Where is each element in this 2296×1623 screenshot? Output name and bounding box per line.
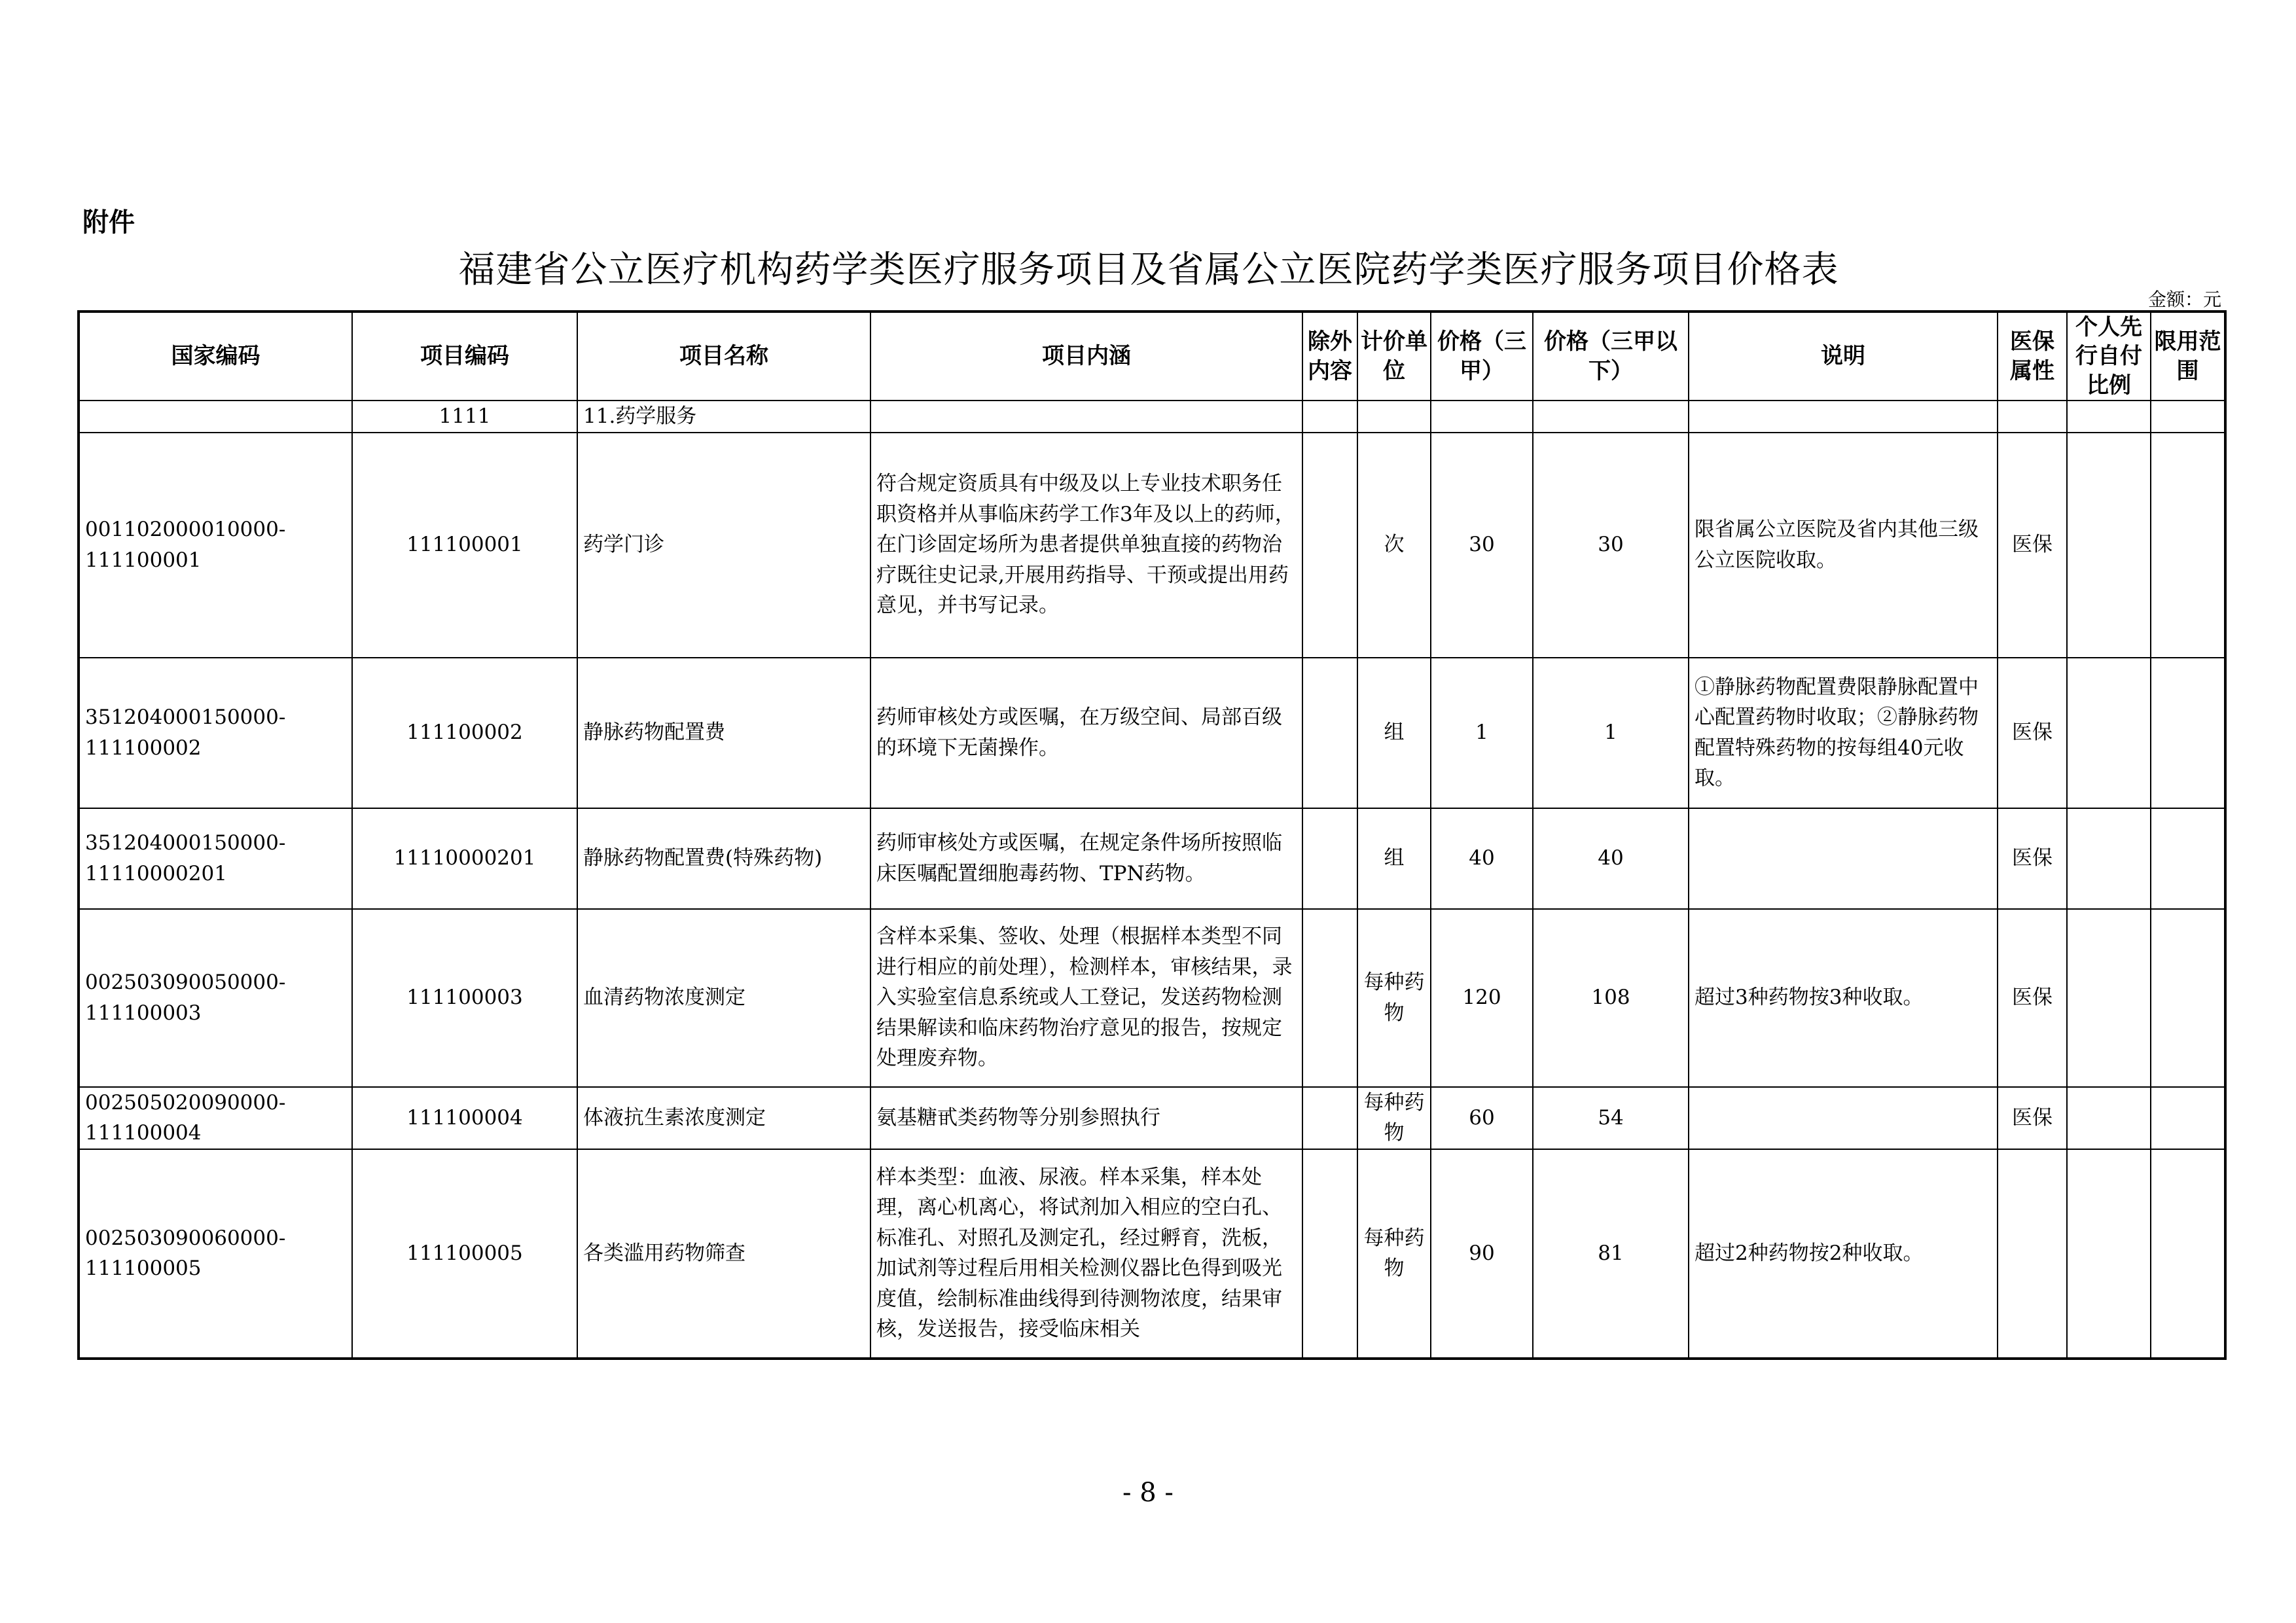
cell-unit: 组 bbox=[1357, 658, 1431, 808]
cell-note bbox=[1689, 1087, 1998, 1149]
header-national-code: 国家编码 bbox=[79, 312, 352, 401]
header-excluded: 除外内容 bbox=[1302, 312, 1357, 401]
cell-excluded bbox=[1302, 1087, 1357, 1149]
header-scope: 限用范围 bbox=[2151, 312, 2225, 401]
cell-scope bbox=[2151, 909, 2225, 1087]
cell-item-code: 111100004 bbox=[352, 1087, 577, 1149]
cell-item-content: 符合规定资质具有中级及以上专业技术职务任职资格并从事临床药学工作3年及以上的药师，在门诊固定场所为患者提供单独直接的药物治疗既往史记录,开展用药指导、干预或提出用药意见，并书写记录。 bbox=[870, 433, 1302, 658]
cell-self-pay bbox=[2067, 1087, 2151, 1149]
cell-item-name: 体液抗生素浓度测定 bbox=[577, 1087, 870, 1149]
cell-price-below: 54 bbox=[1533, 1087, 1689, 1149]
cell-price-below: 81 bbox=[1533, 1149, 1689, 1359]
amount-unit-label: 金额：元 bbox=[2147, 289, 2221, 310]
table-row bbox=[79, 808, 2225, 909]
header-item-content: 项目内涵 bbox=[870, 312, 1302, 401]
cell-excluded bbox=[1302, 1149, 1357, 1359]
cell-insurance: 医保 bbox=[1998, 658, 2067, 808]
cell-price-3a: 1 bbox=[1431, 658, 1533, 808]
cell-self-pay bbox=[2067, 909, 2151, 1087]
cell-item-code: 111100001 bbox=[352, 433, 577, 658]
header-self-pay: 个人先行自付比例 bbox=[2067, 312, 2151, 401]
cell-unit: 组 bbox=[1357, 808, 1431, 909]
cell-price-below: 30 bbox=[1533, 433, 1689, 658]
header-insurance: 医保属性 bbox=[1998, 312, 2067, 401]
cell-national-code: 351204000150000-11110000201 bbox=[79, 808, 352, 909]
cell-item-content: 药师审核处方或医嘱，在万级空间、局部百级的环境下无菌操作。 bbox=[870, 658, 1302, 808]
section-name: 11.药学服务 bbox=[577, 401, 870, 433]
table-row bbox=[79, 909, 2225, 1087]
section-row bbox=[79, 401, 2225, 433]
cell-item-content bbox=[870, 1149, 1302, 1359]
page-number: - 8 - bbox=[1122, 1478, 1174, 1508]
content-text: 样本类型：血液、尿液。样本采集，样本处理，离心机离心，将试剂加入相应的空白孔、标准孔、对照孔及测定孔，经过孵育，洗板，加试剂等过程后用相关检测仪器比色得到吸光度值，绘制标准曲线得到待测物浓度，结果审核，发送报告，接受临床相关 bbox=[876, 1165, 1282, 1341]
cell-note bbox=[1689, 808, 1998, 909]
header-item-name: 项目名称 bbox=[577, 312, 870, 401]
cell-price-3a: 120 bbox=[1431, 909, 1533, 1087]
cell-scope bbox=[2151, 1149, 2225, 1359]
cell-insurance bbox=[1998, 1149, 2067, 1359]
header-note: 说明 bbox=[1689, 312, 1998, 401]
cell-excluded bbox=[1302, 433, 1357, 658]
table-row bbox=[79, 433, 2225, 658]
cell-item-name: 各类滥用药物筛查 bbox=[577, 1149, 870, 1359]
cell-self-pay bbox=[2067, 1149, 2151, 1359]
cell-price-3a: 60 bbox=[1431, 1087, 1533, 1149]
cell-national-code: 001102000010000-111100001 bbox=[79, 433, 352, 658]
cell-item-code: 111100002 bbox=[352, 658, 577, 808]
cell-item-name: 静脉药物配置费 bbox=[577, 658, 870, 808]
cell-unit: 每种药物 bbox=[1357, 1149, 1431, 1359]
cell-item-content bbox=[870, 909, 1302, 1087]
content-text: 含样本采集、签收、处理（根据样本类型不同进行相应的前处理），检测样本，审核结果，录入实验室信息系统或人工登记，发送药物检测结果解读和临床药物治疗意见的报告，按规定处理废弃物。 bbox=[876, 925, 1293, 1071]
cell-national-code: 002505020090000-111100004 bbox=[79, 1087, 352, 1149]
cell-self-pay bbox=[2067, 808, 2151, 909]
cell-item-name: 药学门诊 bbox=[577, 433, 870, 658]
cell-note: 限省属公立医院及省内其他三级公立医院收取。 bbox=[1689, 433, 1998, 658]
table-row bbox=[79, 1149, 2225, 1359]
cell-item-code: 111100005 bbox=[352, 1149, 577, 1359]
table-header-row bbox=[79, 312, 2225, 401]
price-table bbox=[77, 310, 2227, 1360]
cell-national-code: 002503090050000-111100003 bbox=[79, 909, 352, 1087]
document-title: 福建省公立医疗机构药学类医疗服务项目及省属公立医院药学类医疗服务项目价格表 bbox=[458, 249, 1839, 291]
table-row bbox=[79, 1087, 2225, 1149]
cell-price-below: 1 bbox=[1533, 658, 1689, 808]
cell-price-below: 40 bbox=[1533, 808, 1689, 909]
cell-item-content: 药师审核处方或医嘱，在规定条件场所按照临床医嘱配置细胞毒药物、TPN药物。 bbox=[870, 808, 1302, 909]
header-item-code: 项目编码 bbox=[352, 312, 577, 401]
section-code: 1111 bbox=[352, 401, 577, 433]
cell-self-pay bbox=[2067, 433, 2151, 658]
cell-national-code: 002503090060000-111100005 bbox=[79, 1149, 352, 1359]
cell-note: ①静脉药物配置费限静脉配置中心配置药物时收取；②静脉药物配置特殊药物的按每组40元收取。 bbox=[1689, 658, 1998, 808]
cell-excluded bbox=[1302, 658, 1357, 808]
cell-scope bbox=[2151, 433, 2225, 658]
cell-national-code: 351204000150000-111100002 bbox=[79, 658, 352, 808]
cell-excluded bbox=[1302, 808, 1357, 909]
cell-note: 超过3种药物按3种收取。 bbox=[1689, 909, 1998, 1087]
cell-price-3a: 40 bbox=[1431, 808, 1533, 909]
cell-unit: 次 bbox=[1357, 433, 1431, 658]
header-price-3a: 价格（三甲） bbox=[1431, 312, 1533, 401]
cell-unit: 每种药物 bbox=[1357, 1087, 1431, 1149]
cell-scope bbox=[2151, 808, 2225, 909]
cell-item-name: 静脉药物配置费(特殊药物) bbox=[577, 808, 870, 909]
attachment-label: 附件 bbox=[82, 207, 135, 238]
cell-price-below: 108 bbox=[1533, 909, 1689, 1087]
cell-scope bbox=[2151, 1087, 2225, 1149]
cell-price-3a: 90 bbox=[1431, 1149, 1533, 1359]
header-price-below: 价格（三甲以下） bbox=[1533, 312, 1689, 401]
header-unit: 计价单位 bbox=[1357, 312, 1431, 401]
cell-insurance: 医保 bbox=[1998, 1087, 2067, 1149]
cell-item-content: 氨基糖甙类药物等分别参照执行 bbox=[870, 1087, 1302, 1149]
cell-item-code: 111100003 bbox=[352, 909, 577, 1087]
cell-scope bbox=[2151, 658, 2225, 808]
cell-price-3a: 30 bbox=[1431, 433, 1533, 658]
table-row bbox=[79, 658, 2225, 808]
cell-unit: 每种药物 bbox=[1357, 909, 1431, 1087]
cell-item-code: 11110000201 bbox=[352, 808, 577, 909]
cell-note: 超过2种药物按2种收取。 bbox=[1689, 1149, 1998, 1359]
cell-self-pay bbox=[2067, 658, 2151, 808]
cell-insurance: 医保 bbox=[1998, 909, 2067, 1087]
cell-item-name: 血清药物浓度测定 bbox=[577, 909, 870, 1087]
cell-excluded bbox=[1302, 909, 1357, 1087]
cell-insurance: 医保 bbox=[1998, 808, 2067, 909]
cell-insurance: 医保 bbox=[1998, 433, 2067, 658]
